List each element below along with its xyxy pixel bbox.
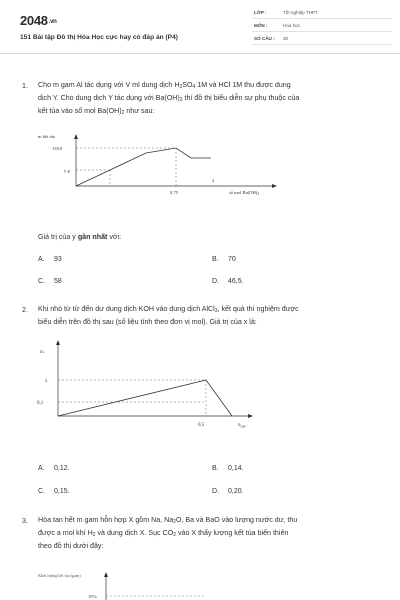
q1-option-d[interactable]: D. 46,5. bbox=[212, 278, 244, 285]
q2-xlabel: $n_{OH^-}$ bbox=[238, 423, 248, 429]
q1-x-tick: 0,75 bbox=[170, 190, 179, 195]
q2-y-arrow bbox=[56, 340, 60, 345]
q2-option-c[interactable]: C. 0,15. bbox=[38, 488, 70, 495]
q2-option-a[interactable]: A. 0,12. bbox=[38, 465, 70, 472]
q1-ylabel: m kết tủa bbox=[38, 134, 56, 139]
q1-x-arrow bbox=[272, 184, 277, 188]
q2-option-d[interactable]: D. 0,20. bbox=[212, 488, 244, 495]
q2-y-01: 0,1 bbox=[37, 401, 44, 406]
question-2-number: 2. bbox=[22, 306, 28, 314]
q1-option-a[interactable]: A. 93 bbox=[38, 256, 62, 263]
q2-x-arrow bbox=[248, 414, 253, 418]
q3-ylabel: Khối lượng kết tủa (gam) bbox=[38, 573, 81, 578]
q1-curve bbox=[76, 148, 211, 186]
q1-y-top: 139,9 bbox=[52, 146, 63, 151]
question-2-graph bbox=[34, 336, 274, 436]
question-1-text: Cho m gam Al tác dụng với V ml dung dịch $H_2SO_4$ 1M và HCl 1M thu được dung dịch Y. Cho dung dịch Y tác dụng với $Ba(OH)_2$ thì đồ thị biểu diễn sự phụ thuộc của kết tủa vào số mol $Ba(OH)_2$ như sau: bbox=[38, 81, 300, 116]
question-2-text: Khi nhỏ từ từ đến dư dung dịch KOH vào dung dịch AlCl$_3$, kết quả thí nghiệm được biểu diễn trên đồ thị sau (số liệu tính theo đơn vị mol). Giá trị của x là: bbox=[38, 305, 299, 326]
q3-y-top: 197a bbox=[88, 594, 97, 599]
q2-y-x: x bbox=[45, 379, 48, 384]
meta-class: LỚP : Tốt nghiệp THPT bbox=[252, 8, 392, 19]
question-3-number: 3. bbox=[22, 517, 28, 525]
q1-xlabel: số mol $Ba(OH)_2$ bbox=[229, 190, 260, 196]
question-3-text: Hòa tan hết m gam hỗn hợp X gồm Na, $Na_2O$, Ba và BaO vào lượng nước dư, thu được a mol khí $H_2$ và dung dịch X. Sục $CO_2$ vào X thấy lượng kết tủa biến thiên theo đồ thị dưới đây: bbox=[38, 516, 298, 550]
question-1-prompt: Giá trị của y gần nhất với: bbox=[38, 233, 122, 241]
document-title: 151 Bài tập Đồ thị Hóa Học cực hay có đáp án (P4) bbox=[20, 34, 178, 41]
q2-x-tick: 0,5 bbox=[198, 423, 205, 428]
question-1-number: 1. bbox=[22, 82, 28, 90]
q3-y-arrow bbox=[104, 572, 108, 577]
header bbox=[0, 0, 400, 54]
question-3-graph bbox=[34, 568, 234, 600]
q2-ylabel: n↓ bbox=[40, 350, 45, 355]
q1-y-arrow bbox=[74, 134, 78, 139]
q1-x-extra: 4 bbox=[212, 178, 214, 183]
meta-subject: MÔN : Hóa học bbox=[252, 21, 392, 32]
site-logo[interactable]: 2048.vn bbox=[20, 13, 57, 28]
q1-option-b[interactable]: B. 70 bbox=[212, 256, 236, 263]
q2-option-b[interactable]: B. 0,14. bbox=[212, 465, 244, 472]
q1-y-mid: y g bbox=[64, 168, 70, 173]
meta-question-count: SỐ CÂU : 30 bbox=[252, 34, 392, 45]
q1-option-c[interactable]: C. 58 bbox=[38, 278, 62, 285]
question-1-graph bbox=[36, 130, 286, 210]
